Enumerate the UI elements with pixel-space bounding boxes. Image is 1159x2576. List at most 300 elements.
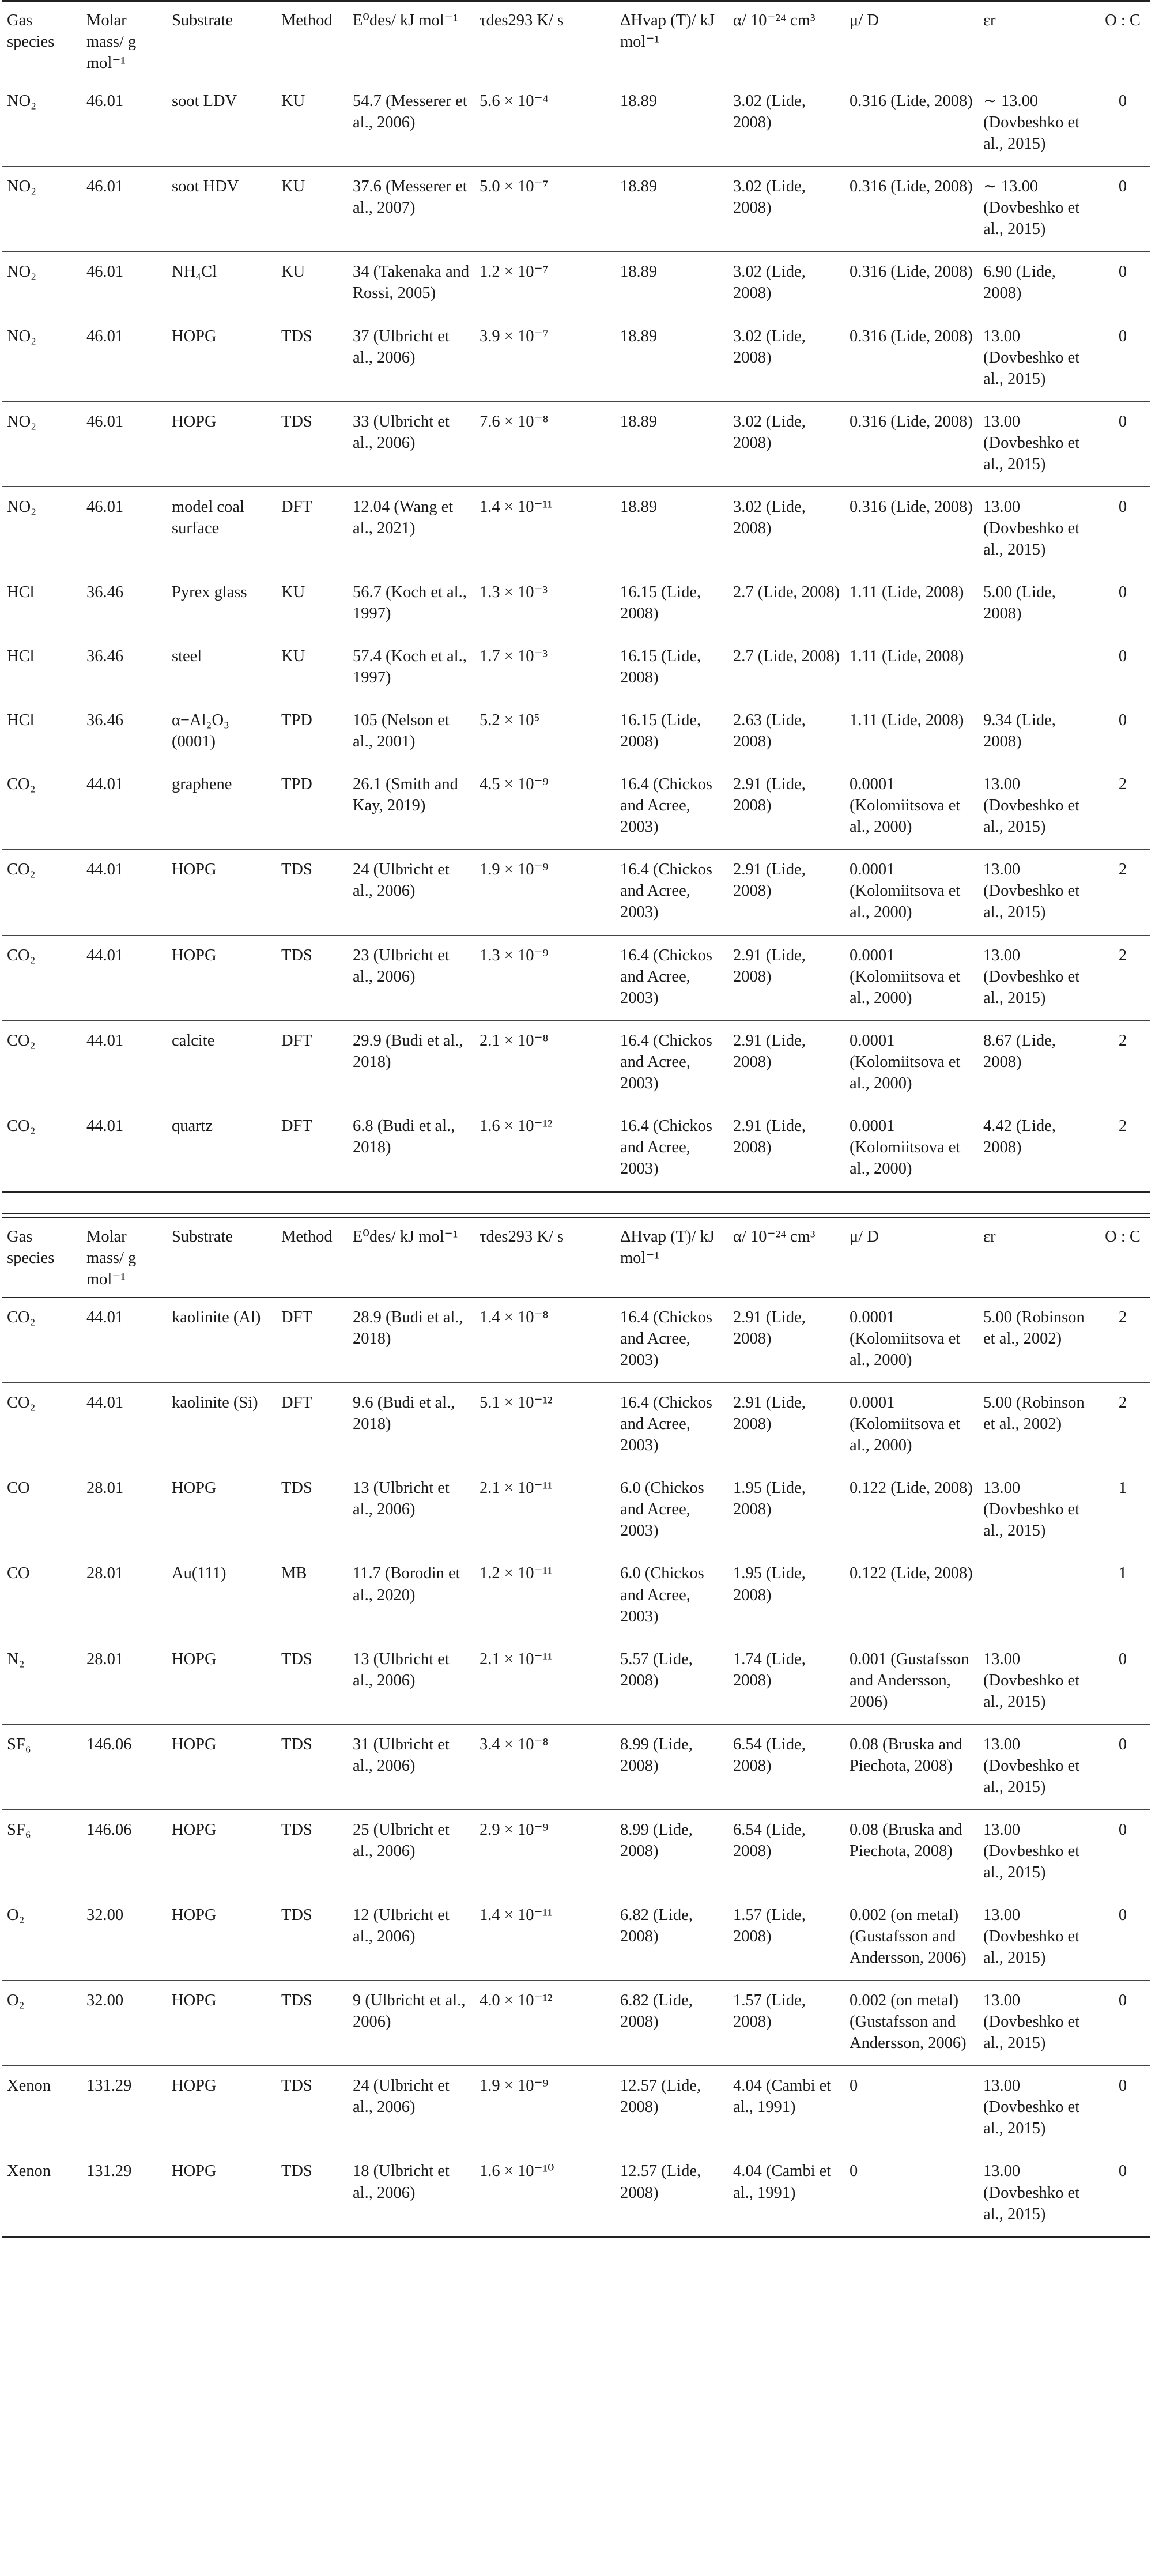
permittivity-cell: 4.42 (Lide, 2008) (979, 1106, 1095, 1191)
oc-ratio-cell: 1 (1095, 1553, 1150, 1639)
substrate-cell: soot HDV (167, 167, 277, 252)
substrate-cell: calcite (167, 1020, 277, 1106)
method-cell: DFT (277, 1106, 348, 1191)
gas-species-cell: CO (2, 1468, 82, 1553)
dipole-moment-cell: 0.316 (Lide, 2008) (845, 252, 979, 316)
gas-species-cell: CO₂ (2, 850, 82, 935)
method-cell: TPD (277, 764, 348, 850)
polarizability-cell: 3.02 (Lide, 2008) (728, 167, 845, 252)
desorption-energy-cell: 37 (Ulbricht et al., 2006) (348, 316, 475, 401)
dipole-moment-cell: 0.316 (Lide, 2008) (845, 486, 979, 572)
molar-mass-cell: 46.01 (82, 401, 167, 486)
vaporization-enthalpy-cell: 6.0 (Chickos and Acree, 2003) (616, 1553, 728, 1639)
polarizability-cell: 1.74 (Lide, 2008) (728, 1639, 845, 1724)
dipole-moment-cell: 0.08 (Bruska and Piechota, 2008) (845, 1809, 979, 1895)
permittivity-cell: 13.00 (Dovbeshko et al., 2015) (979, 486, 1095, 572)
oc-ratio-cell: 2 (1095, 764, 1150, 850)
gas-species-cell: SF₆ (2, 1724, 82, 1809)
dipole-moment-cell: 0.0001 (Kolomiitsova et al., 2000) (845, 850, 979, 935)
residence-time-cell: 1.4 × 10⁻¹¹ (475, 1895, 616, 1981)
residence-time-cell: 1.4 × 10⁻⁸ (475, 1298, 616, 1383)
table-row (2, 1553, 1150, 1639)
dipole-moment-cell: 1.11 (Lide, 2008) (845, 700, 979, 764)
vaporization-enthalpy-cell: 16.4 (Chickos and Acree, 2003) (616, 850, 728, 935)
dipole-moment-cell: 0 (845, 2151, 979, 2237)
substrate-cell: α−Al₂O₃ (0001) (167, 700, 277, 764)
molar-mass-cell: 44.01 (82, 1106, 167, 1191)
oc-ratio-cell: 0 (1095, 81, 1150, 167)
table-row (2, 850, 1150, 935)
polarizability-cell: 3.02 (Lide, 2008) (728, 486, 845, 572)
oc-ratio-cell: 2 (1095, 1298, 1150, 1383)
residence-time-cell: 1.9 × 10⁻⁹ (475, 2066, 616, 2151)
residence-time-cell: 2.1 × 10⁻¹¹ (475, 1639, 616, 1724)
gas-species-cell: CO₂ (2, 1020, 82, 1106)
method-cell: KU (277, 636, 348, 700)
permittivity-cell: 13.00 (Dovbeshko et al., 2015) (979, 1468, 1095, 1553)
gas-species-cell: HCl (2, 636, 82, 700)
table-row (2, 764, 1150, 850)
molar-mass-cell: 32.00 (82, 1895, 167, 1981)
substrate-cell: model coal surface (167, 486, 277, 572)
method-cell: DFT (277, 1298, 348, 1383)
permittivity-cell: 13.00 (Dovbeshko et al., 2015) (979, 401, 1095, 486)
desorption-energy-cell: 24 (Ulbricht et al., 2006) (348, 2066, 475, 2151)
vaporization-enthalpy-cell: 16.4 (Chickos and Acree, 2003) (616, 935, 728, 1020)
oc-ratio-cell: 2 (1095, 1106, 1150, 1191)
oc-ratio-cell: 0 (1095, 700, 1150, 764)
permittivity-cell: 13.00 (Dovbeshko et al., 2015) (979, 1639, 1095, 1724)
polarizability-cell: 4.04 (Cambi et al., 1991) (728, 2066, 845, 2151)
substrate-cell: kaolinite (Al) (167, 1298, 277, 1383)
gas-species-cell: O₂ (2, 1895, 82, 1981)
permittivity-cell: 13.00 (Dovbeshko et al., 2015) (979, 1895, 1095, 1981)
oc-ratio-cell: 0 (1095, 2151, 1150, 2237)
vaporization-enthalpy-cell: 6.0 (Chickos and Acree, 2003) (616, 1468, 728, 1553)
gas-species-cell: CO₂ (2, 935, 82, 1020)
substrate-cell: HOPG (167, 316, 277, 401)
header-substrate: Substrate (172, 1227, 233, 1246)
header-vaporization-enthalpy: ΔHvap (T)/ kJ mol⁻¹ (620, 12, 715, 51)
header-gas-species: Gas species (7, 12, 55, 51)
method-cell: TDS (277, 2151, 348, 2237)
vaporization-enthalpy-cell: 18.89 (616, 81, 728, 167)
desorption-energy-cell: 34 (Takenaka and Rossi, 2005) (348, 252, 475, 316)
molar-mass-cell: 44.01 (82, 935, 167, 1020)
desorption-energy-cell: 9 (Ulbricht et al., 2006) (348, 1981, 475, 2066)
vaporization-enthalpy-cell: 18.89 (616, 401, 728, 486)
molar-mass-cell: 36.46 (82, 572, 167, 636)
polarizability-cell: 3.02 (Lide, 2008) (728, 81, 845, 167)
method-cell: TDS (277, 1809, 348, 1895)
method-cell: TDS (277, 316, 348, 401)
gas-species-cell: NO₂ (2, 401, 82, 486)
molar-mass-cell: 46.01 (82, 167, 167, 252)
header-desorption-energy: E⁰des/ kJ mol⁻¹ (353, 12, 458, 29)
gas-species-cell: O₂ (2, 1981, 82, 2066)
method-cell: TDS (277, 1639, 348, 1724)
substrate-cell: kaolinite (Si) (167, 1383, 277, 1468)
oc-ratio-cell: 2 (1095, 850, 1150, 935)
polarizability-cell: 2.91 (Lide, 2008) (728, 1106, 845, 1191)
residence-time-cell: 1.6 × 10⁻¹² (475, 1106, 616, 1191)
polarizability-cell: 1.57 (Lide, 2008) (728, 1895, 845, 1981)
table-row (2, 81, 1150, 167)
vaporization-enthalpy-cell: 6.82 (Lide, 2008) (616, 1981, 728, 2066)
permittivity-cell: 13.00 (Dovbeshko et al., 2015) (979, 2151, 1095, 2237)
desorption-energy-cell: 28.9 (Budi et al., 2018) (348, 1298, 475, 1383)
molar-mass-cell: 44.01 (82, 764, 167, 850)
table-part-2 (2, 1213, 1150, 2238)
molar-mass-cell: 32.00 (82, 1981, 167, 2066)
desorption-energy-cell: 6.8 (Budi et al., 2018) (348, 1106, 475, 1191)
desorption-energy-cell: 9.6 (Budi et al., 2018) (348, 1383, 475, 1468)
table-2-body (2, 1298, 1150, 2238)
oc-ratio-cell: 0 (1095, 1639, 1150, 1724)
table-row (2, 486, 1150, 572)
table-part-1 (2, 0, 1150, 1193)
oc-ratio-cell: 0 (1095, 1724, 1150, 1809)
molar-mass-cell: 146.06 (82, 1809, 167, 1895)
molar-mass-cell: 46.01 (82, 81, 167, 167)
table-row (2, 1468, 1150, 1553)
gas-species-cell: CO (2, 1553, 82, 1639)
residence-time-cell: 2.1 × 10⁻⁸ (475, 1020, 616, 1106)
dipole-moment-cell: 0.316 (Lide, 2008) (845, 316, 979, 401)
method-cell: KU (277, 252, 348, 316)
gas-species-cell: CO₂ (2, 1298, 82, 1383)
header-row (2, 1217, 1150, 1297)
table-row (2, 1106, 1150, 1191)
gas-species-cell: NO₂ (2, 81, 82, 167)
vaporization-enthalpy-cell: 16.15 (Lide, 2008) (616, 572, 728, 636)
method-cell: TDS (277, 1981, 348, 2066)
gas-species-cell: HCl (2, 572, 82, 636)
permittivity-cell: 5.00 (Robinson et al., 2002) (979, 1298, 1095, 1383)
vaporization-enthalpy-cell: 12.57 (Lide, 2008) (616, 2151, 728, 2237)
gas-species-cell: HCl (2, 700, 82, 764)
permittivity-cell (979, 636, 1095, 700)
table-1-body (2, 81, 1150, 1192)
permittivity-cell: 13.00 (Dovbeshko et al., 2015) (979, 850, 1095, 935)
table-row (2, 1639, 1150, 1724)
permittivity-cell: 13.00 (Dovbeshko et al., 2015) (979, 1809, 1095, 1895)
dipole-moment-cell: 0.0001 (Kolomiitsova et al., 2000) (845, 1020, 979, 1106)
permittivity-cell: 13.00 (Dovbeshko et al., 2015) (979, 935, 1095, 1020)
method-cell: TDS (277, 1468, 348, 1553)
permittivity-cell: 5.00 (Lide, 2008) (979, 572, 1095, 636)
oc-ratio-cell: 1 (1095, 1468, 1150, 1553)
table-row (2, 1298, 1150, 1383)
method-cell: TDS (277, 2066, 348, 2151)
header-oc-ratio: O : C (1105, 1227, 1141, 1246)
header-permittivity: εr (983, 12, 996, 29)
polarizability-cell: 2.91 (Lide, 2008) (728, 850, 845, 935)
dipole-moment-cell: 0.316 (Lide, 2008) (845, 167, 979, 252)
polarizability-cell: 2.91 (Lide, 2008) (728, 935, 845, 1020)
polarizability-cell: 6.54 (Lide, 2008) (728, 1724, 845, 1809)
gas-species-cell: SF₆ (2, 1809, 82, 1895)
substrate-cell: HOPG (167, 850, 277, 935)
permittivity-cell: 13.00 (Dovbeshko et al., 2015) (979, 2066, 1095, 2151)
table-row (2, 2066, 1150, 2151)
molar-mass-cell: 36.46 (82, 636, 167, 700)
molar-mass-cell: 28.01 (82, 1639, 167, 1724)
molar-mass-cell: 44.01 (82, 1020, 167, 1106)
polarizability-cell: 1.57 (Lide, 2008) (728, 1981, 845, 2066)
header-dipole-moment: μ/ D (850, 12, 879, 29)
method-cell: DFT (277, 486, 348, 572)
molar-mass-cell: 44.01 (82, 850, 167, 935)
desorption-energy-cell: 37.6 (Messerer et al., 2007) (348, 167, 475, 252)
desorption-energy-cell: 23 (Ulbricht et al., 2006) (348, 935, 475, 1020)
residence-time-cell: 2.1 × 10⁻¹¹ (475, 1468, 616, 1553)
oc-ratio-cell: 0 (1095, 1809, 1150, 1895)
gas-species-cell: Xenon (2, 2151, 82, 2237)
molar-mass-cell: 46.01 (82, 486, 167, 572)
vaporization-enthalpy-cell: 5.57 (Lide, 2008) (616, 1639, 728, 1724)
header-residence-time: τdes293 K/ s (480, 12, 564, 29)
residence-time-cell: 1.2 × 10⁻⁷ (475, 252, 616, 316)
gas-species-cell: Xenon (2, 2066, 82, 2151)
desorption-energy-cell: 18 (Ulbricht et al., 2006) (348, 2151, 475, 2237)
residence-time-cell: 5.2 × 10⁵ (475, 700, 616, 764)
vaporization-enthalpy-cell: 8.99 (Lide, 2008) (616, 1809, 728, 1895)
header-gas-species: Gas species (7, 1227, 55, 1267)
method-cell: KU (277, 572, 348, 636)
substrate-cell: quartz (167, 1106, 277, 1191)
residence-time-cell: 1.2 × 10⁻¹¹ (475, 1553, 616, 1639)
polarizability-cell: 3.02 (Lide, 2008) (728, 401, 845, 486)
polarizability-cell: 6.54 (Lide, 2008) (728, 1809, 845, 1895)
oc-ratio-cell: 0 (1095, 316, 1150, 401)
polarizability-cell: 2.7 (Lide, 2008) (728, 572, 845, 636)
residence-time-cell: 3.9 × 10⁻⁷ (475, 316, 616, 401)
vaporization-enthalpy-cell: 16.15 (Lide, 2008) (616, 636, 728, 700)
gas-species-cell: NO₂ (2, 252, 82, 316)
gas-species-cell: NO₂ (2, 486, 82, 572)
molar-mass-cell: 131.29 (82, 2151, 167, 2237)
permittivity-cell: 13.00 (Dovbeshko et al., 2015) (979, 764, 1095, 850)
oc-ratio-cell: 0 (1095, 1895, 1150, 1981)
dipole-moment-cell: 0.316 (Lide, 2008) (845, 401, 979, 486)
table-row (2, 1724, 1150, 1809)
permittivity-cell: 6.90 (Lide, 2008) (979, 252, 1095, 316)
permittivity-cell: 13.00 (Dovbeshko et al., 2015) (979, 316, 1095, 401)
desorption-energy-cell: 26.1 (Smith and Kay, 2019) (348, 764, 475, 850)
desorption-energy-cell: 56.7 (Koch et al., 1997) (348, 572, 475, 636)
vaporization-enthalpy-cell: 8.99 (Lide, 2008) (616, 1724, 728, 1809)
table-row (2, 316, 1150, 401)
residence-time-cell: 1.7 × 10⁻³ (475, 636, 616, 700)
molar-mass-cell: 131.29 (82, 2066, 167, 2151)
residence-time-cell: 1.4 × 10⁻¹¹ (475, 486, 616, 572)
vaporization-enthalpy-cell: 16.4 (Chickos and Acree, 2003) (616, 1298, 728, 1383)
table-row (2, 1895, 1150, 1981)
polarizability-cell: 2.91 (Lide, 2008) (728, 1383, 845, 1468)
permittivity-cell: ∼ 13.00 (Dovbeshko et al., 2015) (979, 81, 1095, 167)
permittivity-cell: 8.67 (Lide, 2008) (979, 1020, 1095, 1106)
header-dipole-moment: μ/ D (850, 1227, 879, 1246)
vaporization-enthalpy-cell: 6.82 (Lide, 2008) (616, 1895, 728, 1981)
dipole-moment-cell: 0.0001 (Kolomiitsova et al., 2000) (845, 1383, 979, 1468)
dipole-moment-cell: 0.0001 (Kolomiitsova et al., 2000) (845, 1298, 979, 1383)
oc-ratio-cell: 0 (1095, 486, 1150, 572)
substrate-cell: Pyrex glass (167, 572, 277, 636)
molar-mass-cell: 44.01 (82, 1298, 167, 1383)
residence-time-cell: 3.4 × 10⁻⁸ (475, 1724, 616, 1809)
method-cell: DFT (277, 1383, 348, 1468)
substrate-cell: NH₄Cl (167, 252, 277, 316)
permittivity-cell (979, 1553, 1095, 1639)
permittivity-cell: 9.34 (Lide, 2008) (979, 700, 1095, 764)
oc-ratio-cell: 2 (1095, 1020, 1150, 1106)
method-cell: KU (277, 81, 348, 167)
residence-time-cell: 1.3 × 10⁻⁹ (475, 935, 616, 1020)
polarizability-cell: 2.91 (Lide, 2008) (728, 764, 845, 850)
header-residence-time: τdes293 K/ s (480, 1227, 564, 1246)
header-molar-mass: Molar mass/ g mol⁻¹ (86, 1227, 137, 1289)
polarizability-cell: 2.91 (Lide, 2008) (728, 1020, 845, 1106)
substrate-cell: HOPG (167, 1895, 277, 1981)
table-page (2, 0, 1150, 2238)
header-oc-ratio: O : C (1105, 12, 1141, 29)
header-substrate: Substrate (172, 12, 233, 29)
substrate-cell: HOPG (167, 1724, 277, 1809)
molar-mass-cell: 46.01 (82, 252, 167, 316)
vaporization-enthalpy-cell: 18.89 (616, 486, 728, 572)
polarizability-cell: 2.7 (Lide, 2008) (728, 636, 845, 700)
dipole-moment-cell: 0.0001 (Kolomiitsova et al., 2000) (845, 1106, 979, 1191)
polarizability-cell: 3.02 (Lide, 2008) (728, 252, 845, 316)
desorption-energy-cell: 57.4 (Koch et al., 1997) (348, 636, 475, 700)
oc-ratio-cell: 0 (1095, 1981, 1150, 2066)
polarizability-cell: 3.02 (Lide, 2008) (728, 316, 845, 401)
molar-mass-cell: 46.01 (82, 316, 167, 401)
residence-time-cell: 1.3 × 10⁻³ (475, 572, 616, 636)
dipole-moment-cell: 0.122 (Lide, 2008) (845, 1553, 979, 1639)
molar-mass-cell: 146.06 (82, 1724, 167, 1809)
table-row (2, 401, 1150, 486)
method-cell: TPD (277, 700, 348, 764)
oc-ratio-cell: 0 (1095, 167, 1150, 252)
header-permittivity: εr (983, 1227, 996, 1246)
table-row (2, 1809, 1150, 1895)
method-cell: TDS (277, 1724, 348, 1809)
gas-species-cell: CO₂ (2, 764, 82, 850)
vaporization-enthalpy-cell: 12.57 (Lide, 2008) (616, 2066, 728, 2151)
molar-mass-cell: 28.01 (82, 1553, 167, 1639)
table-row (2, 1383, 1150, 1468)
substrate-cell: HOPG (167, 401, 277, 486)
vaporization-enthalpy-cell: 16.15 (Lide, 2008) (616, 700, 728, 764)
substrate-cell: HOPG (167, 935, 277, 1020)
header-row (2, 2, 1150, 81)
oc-ratio-cell: 0 (1095, 401, 1150, 486)
substrate-cell: HOPG (167, 1468, 277, 1553)
polarizability-cell: 4.04 (Cambi et al., 1991) (728, 2151, 845, 2237)
residence-time-cell: 4.5 × 10⁻⁹ (475, 764, 616, 850)
table-row (2, 572, 1150, 636)
polarizability-cell: 1.95 (Lide, 2008) (728, 1468, 845, 1553)
substrate-cell: HOPG (167, 2151, 277, 2237)
residence-time-cell: 5.0 × 10⁻⁷ (475, 167, 616, 252)
permittivity-cell: 5.00 (Robinson et al., 2002) (979, 1383, 1095, 1468)
substrate-cell: HOPG (167, 1809, 277, 1895)
dipole-moment-cell: 0.002 (on metal) (Gustafsson and Andersson, 2006) (845, 1981, 979, 2066)
substrate-cell: graphene (167, 764, 277, 850)
permittivity-cell: ∼ 13.00 (Dovbeshko et al., 2015) (979, 167, 1095, 252)
vaporization-enthalpy-cell: 16.4 (Chickos and Acree, 2003) (616, 1383, 728, 1468)
dipole-moment-cell: 0.002 (on metal) (Gustafsson and Andersson, 2006) (845, 1895, 979, 1981)
desorption-energy-cell: 105 (Nelson et al., 2001) (348, 700, 475, 764)
polarizability-cell: 2.63 (Lide, 2008) (728, 700, 845, 764)
table-row (2, 2151, 1150, 2237)
gas-species-cell: N₂ (2, 1639, 82, 1724)
substrate-cell: Au(111) (167, 1553, 277, 1639)
vaporization-enthalpy-cell: 16.4 (Chickos and Acree, 2003) (616, 1106, 728, 1191)
table-row (2, 1020, 1150, 1106)
molar-mass-cell: 36.46 (82, 700, 167, 764)
method-cell: TDS (277, 850, 348, 935)
residence-time-cell: 4.0 × 10⁻¹² (475, 1981, 616, 2066)
vaporization-enthalpy-cell: 18.89 (616, 252, 728, 316)
oc-ratio-cell: 0 (1095, 252, 1150, 316)
residence-time-cell: 1.9 × 10⁻⁹ (475, 850, 616, 935)
table-row (2, 1981, 1150, 2066)
dipole-moment-cell: 0.316 (Lide, 2008) (845, 81, 979, 167)
dipole-moment-cell: 0.0001 (Kolomiitsova et al., 2000) (845, 764, 979, 850)
dipole-moment-cell: 0.08 (Bruska and Piechota, 2008) (845, 1724, 979, 1809)
desorption-energy-cell: 12.04 (Wang et al., 2021) (348, 486, 475, 572)
header-desorption-energy: E⁰des/ kJ mol⁻¹ (353, 1227, 458, 1246)
header-molar-mass: Molar mass/ g mol⁻¹ (86, 12, 137, 73)
method-cell: TDS (277, 401, 348, 486)
dipole-moment-cell: 0 (845, 2066, 979, 2151)
method-cell: KU (277, 167, 348, 252)
desorption-energy-cell: 25 (Ulbricht et al., 2006) (348, 1809, 475, 1895)
method-cell: TDS (277, 1895, 348, 1981)
residence-time-cell: 5.6 × 10⁻⁴ (475, 81, 616, 167)
gas-species-cell: NO₂ (2, 167, 82, 252)
molar-mass-cell: 28.01 (82, 1468, 167, 1553)
vaporization-enthalpy-cell: 16.4 (Chickos and Acree, 2003) (616, 1020, 728, 1106)
desorption-energy-cell: 29.9 (Budi et al., 2018) (348, 1020, 475, 1106)
residence-time-cell: 1.6 × 10⁻¹⁰ (475, 2151, 616, 2237)
residence-time-cell: 7.6 × 10⁻⁸ (475, 401, 616, 486)
oc-ratio-cell: 0 (1095, 572, 1150, 636)
substrate-cell: soot LDV (167, 81, 277, 167)
desorption-energy-cell: 11.7 (Borodin et al., 2020) (348, 1553, 475, 1639)
substrate-cell: HOPG (167, 2066, 277, 2151)
desorption-energy-cell: 24 (Ulbricht et al., 2006) (348, 850, 475, 935)
gas-species-cell: CO₂ (2, 1383, 82, 1468)
dipole-moment-cell: 0.122 (Lide, 2008) (845, 1468, 979, 1553)
method-cell: DFT (277, 1020, 348, 1106)
molar-mass-cell: 44.01 (82, 1383, 167, 1468)
desorption-energy-cell: 54.7 (Messerer et al., 2006) (348, 81, 475, 167)
desorption-table-1 (2, 2, 1150, 1193)
desorption-energy-cell: 13 (Ulbricht et al., 2006) (348, 1639, 475, 1724)
polarizability-cell: 1.95 (Lide, 2008) (728, 1553, 845, 1639)
header-method: Method (281, 1227, 333, 1246)
gas-species-cell: NO₂ (2, 316, 82, 401)
oc-ratio-cell: 2 (1095, 935, 1150, 1020)
table-row (2, 252, 1150, 316)
polarizability-cell: 2.91 (Lide, 2008) (728, 1298, 845, 1383)
method-cell: TDS (277, 935, 348, 1020)
oc-ratio-cell: 2 (1095, 1383, 1150, 1468)
